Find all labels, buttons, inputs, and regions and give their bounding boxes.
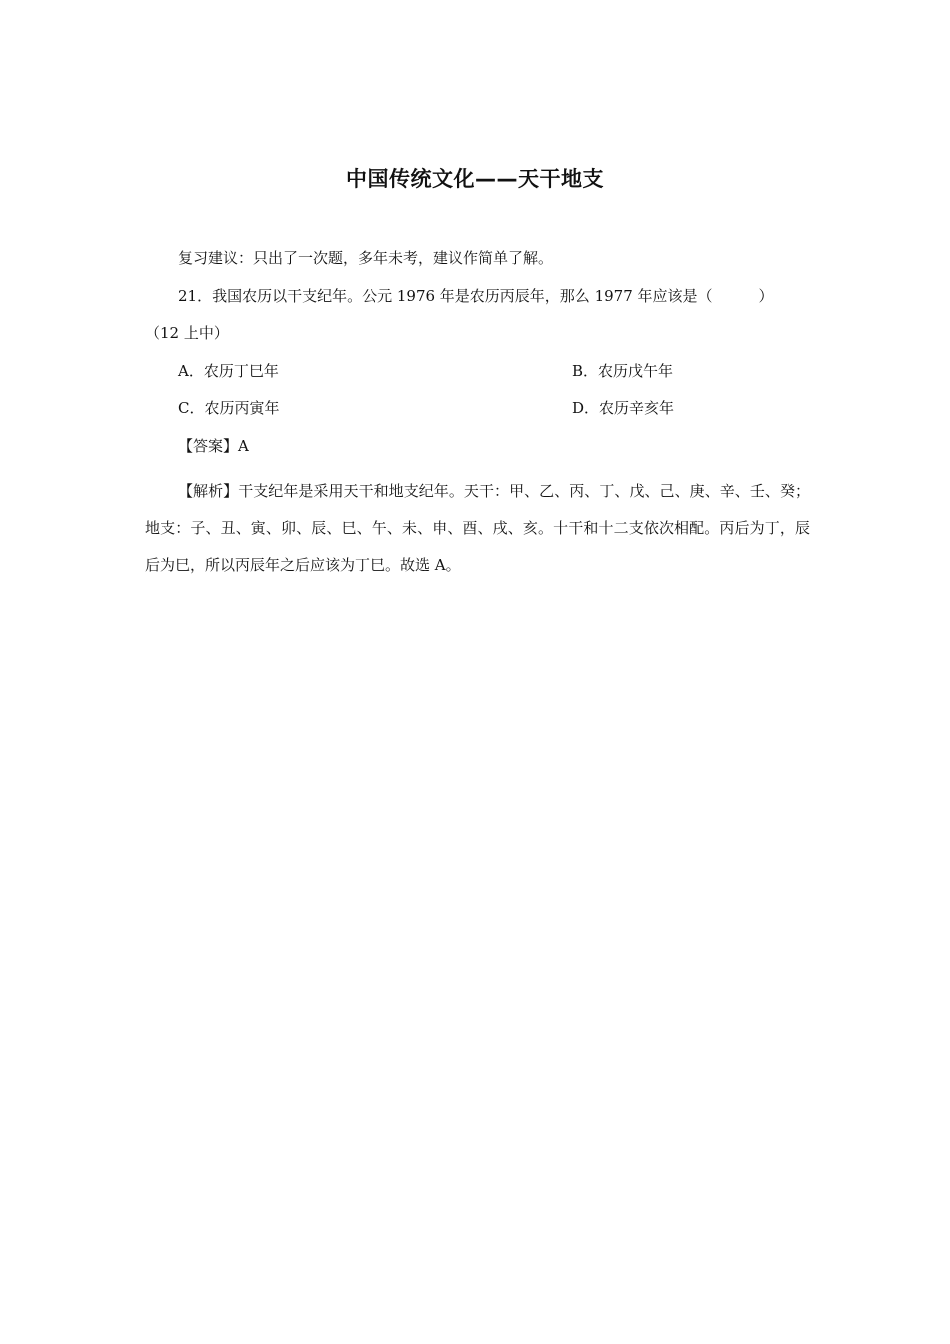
review-tip: 复习建议：只出了一次题，多年未考，建议作简单了解。 xyxy=(178,249,554,267)
option-a: A．农历丁巳年 xyxy=(178,362,279,380)
analysis-paragraph: 【解析】干支纪年是采用天干和地支纪年。天干：甲、乙、丙、丁、戊、己、庚、辛、壬、癸；地支：子、丑、寅、卯、辰、巳、午、未、申、酉、戌、亥。十干和十二支依次相配。丙后为丁，辰后为巳，所以丙辰年之后应该为丁巳。故选 A。 xyxy=(145,482,810,574)
question-source: （12 上中） xyxy=(145,324,229,342)
question-close-paren: ） xyxy=(758,287,774,305)
option-b: B．农历戊午年 xyxy=(572,362,674,380)
page-title: 中国传统文化——天干地支 xyxy=(346,167,604,191)
answer-line: 【答案】A xyxy=(178,437,249,455)
question-text: 21．我国农历以干支纪年。公元 1976 年是农历丙辰年，那么 1977 年应该是（ xyxy=(178,287,713,305)
option-c: C．农历丙寅年 xyxy=(178,399,280,417)
option-d: D．农历辛亥年 xyxy=(572,399,675,417)
question-line xyxy=(178,286,774,306)
